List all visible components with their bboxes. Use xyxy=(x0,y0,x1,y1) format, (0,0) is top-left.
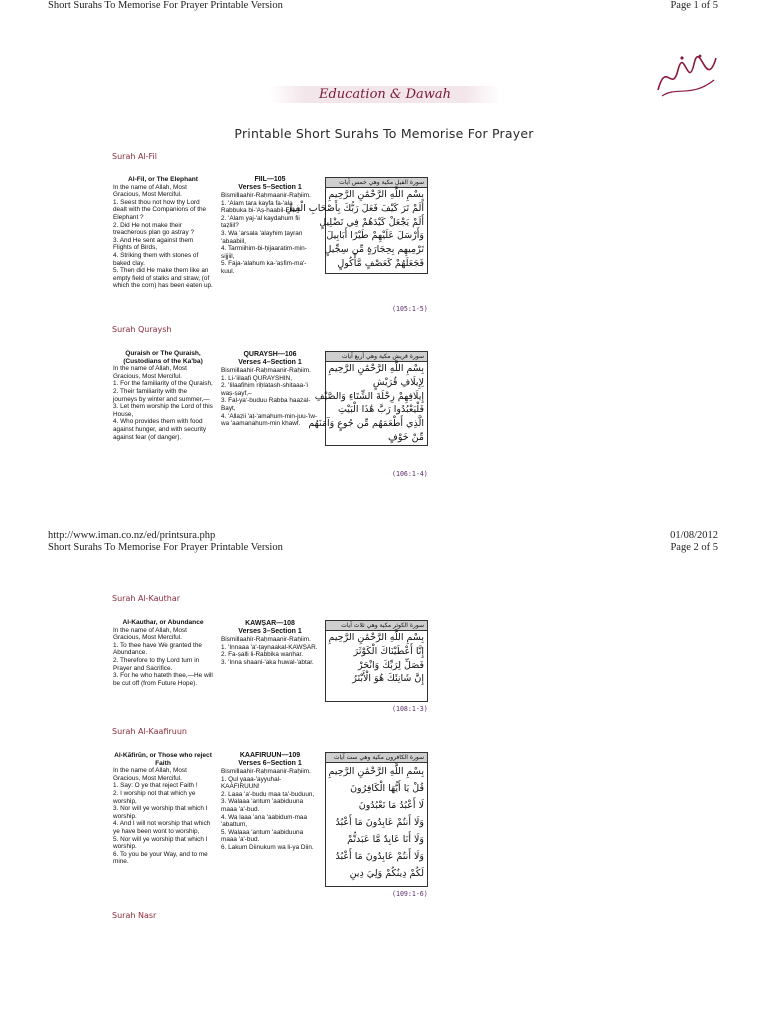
transliteration-line: Bismillaahir-Raḥmaanir-Raḥiim. xyxy=(221,636,311,643)
surah-al-kauthar-label: Surah Al-Kauthar xyxy=(112,594,181,603)
english-line: In the name of Allah, Most Gracious, Most Merciful. xyxy=(113,183,187,199)
surah-al-fil-arabic xyxy=(285,177,428,274)
arabic-line: بِسْمِ اللَّهِ الرَّحْمَٰنِ الرَّحِيمِ xyxy=(328,632,424,643)
page-header-title: Short Surahs To Memorise For Prayer Printable Version xyxy=(48,0,283,11)
english-line: In the name of Allah, Most Gracious, Most Merciful. xyxy=(113,767,187,782)
english-heading: Al-Kauthar, or Abundance xyxy=(122,619,204,626)
transliteration-line: Bismillaahir-Raḥmaanir-Raḥiim. xyxy=(221,192,311,199)
transliteration-subheading: Verses 5–Section 1 xyxy=(238,184,302,191)
transliteration-subheading: Verses 6–Section 1 xyxy=(238,760,302,767)
surah-quraysh-arabic xyxy=(308,351,428,446)
english-line: 1. Seest thou not how thy Lord dealt with the Companions of the Elephant ? xyxy=(113,198,207,221)
page-url[interactable]: http://www.iman.co.nz/ed/printsura.php xyxy=(48,530,216,541)
transliteration-line: 2. 'Iilaafihim riḥlatash-shitaaa-'i waṣ-ṣayf,– xyxy=(221,382,308,397)
arabic-line: بِسْمِ اللَّهِ الرَّحْمَٰنِ الرَّحِيمِ xyxy=(328,766,424,777)
surah-al-kaafiruun-transliteration xyxy=(221,752,319,852)
english-line: 5. Nor will ye worship that which I worship. xyxy=(113,835,208,851)
english-heading: Quraish or The Quraish, (Custodians of the Ka'ba) xyxy=(123,350,203,365)
surah-quraysh-english xyxy=(113,350,213,441)
verse-reference: (108:1-3) xyxy=(392,705,428,713)
arabic-line: وَلَا أَنتُمْ عَابِدُونَ مَا أَعْبُدُ xyxy=(335,817,424,828)
transliteration-line: 3. Walaaa 'antum 'aabiduuna maaa 'a'-bud. xyxy=(221,798,304,813)
english-line: 2. I worship not that which ye worship, xyxy=(113,789,196,805)
verse-reference: (105:1-5) xyxy=(392,305,428,313)
english-heading: Al-Kāfirūn, or Those who reject Faith xyxy=(114,752,212,767)
arabic-line: إِيلَافِهِمْ رِحْلَةَ الشِّتَاءِ وَالصَّيْفِ xyxy=(314,390,424,402)
arabic-line: لَكُمْ دِينُكُمْ وَلِيَ دِينِ xyxy=(349,868,424,879)
surah-al-kauthar-arabic xyxy=(325,620,428,702)
transliteration-heading: QURAYSH—106 xyxy=(243,351,297,358)
english-line: In the name of Allah, Most Gracious, Most Merciful. xyxy=(113,626,187,642)
arabic-line: أَلَمْ تَرَ كَيْفَ فَعَلَ رَبُّكَ بِأَصْحَابِ الْفِيلِ xyxy=(285,202,424,214)
transliteration-line: 2. Fa-ṣalli li-Rabbika wanhar. xyxy=(221,651,304,659)
page-number: Page 1 of 5 xyxy=(670,0,718,11)
arabic-line: أَلَمْ يَجْعَلْ كَيْدَهُمْ فِي تَضْلِيلٍ xyxy=(319,216,424,228)
arabic-line: فَلْيَعْبُدُوا رَبَّ هَٰذَا الْبَيْتِ xyxy=(337,404,424,416)
english-line: In the name of Allah, Most Gracious, Most Merciful. xyxy=(113,365,187,380)
arabic-header: سورة الكافرون مكية وهي ست آيات xyxy=(326,753,427,763)
arabic-line: فَصَلِّ لِرَبِّكَ وَانْحَرْ xyxy=(357,659,424,671)
arabic-line: وَأَرْسَلَ عَلَيْهِمْ طَيْرًا أَبَابِيلَ xyxy=(326,230,424,242)
arabic-line: بِسْمِ اللَّهِ الرَّحْمَٰنِ الرَّحِيمِ xyxy=(328,189,424,200)
surah-al-fil-transliteration xyxy=(221,176,319,276)
english-line: 4. Striking them with stones of baked clay. xyxy=(113,251,199,267)
page-title: Printable Short Surahs To Memorise For Prayer xyxy=(234,126,534,141)
transliteration-subheading: Verses 4–Section 1 xyxy=(238,359,302,366)
transliteration-subheading: Verses 3–Section 1 xyxy=(238,628,302,635)
arabic-header: سورة قريش مكية وهي أربع آيات xyxy=(326,352,427,362)
transliteration-heading: KAAFIRUUN—109 xyxy=(239,752,301,759)
transliteration-line: Bismillaahir-Raḥmaanir-Raḥiim. xyxy=(221,367,311,374)
arabic-header: سورة الكوثر مكية وهي ثلاث آيات xyxy=(326,621,427,631)
education-dawah-banner: Education & Dawah xyxy=(270,86,500,103)
verse-reference: (109:1-6) xyxy=(392,890,428,898)
arabic-line: الَّذِي أَطْعَمَهُم مِّن جُوعٍ وَآمَنَهُم xyxy=(308,418,424,430)
english-line: 3. Let them worship the Lord of this House, xyxy=(113,403,213,418)
surah-al-fil-label: Surah Al-Fil xyxy=(112,152,157,161)
english-line: 1. For the familiarity of the Quraish, xyxy=(113,380,213,388)
transliteration-line: 5. Walaaa 'antum 'aabiduuna maaa 'a'-bud. xyxy=(221,828,304,844)
surah-al-kaafiruun-label: Surah Al-Kaafiruun xyxy=(112,727,187,736)
english-line: 4. Who provides them with food against hunger, and with security against fear (of danger). xyxy=(113,418,207,441)
english-line: 3. Nor will ye worship that which I worship. xyxy=(113,805,208,820)
english-line: 2. Their familiarity with the journeys by winter and summer,— xyxy=(113,387,210,403)
transliteration-line: 5. Faja-'alahum ka-'aṣfim-ma'-kuul. xyxy=(221,260,307,275)
surah-al-kaafiruun-arabic xyxy=(325,752,428,887)
transliteration-line: 1. 'Alam tara kayfa fa-'ala Rabbuka bi-'Aṣ-haabil-FIIL? xyxy=(221,199,301,215)
english-line: 3. For he who hateth thee,—He will be cut off (from Future Hope). xyxy=(113,672,213,687)
transliteration-line: 4. Tarmiihim-bi-ḥijaaratim-min-sijjiil, xyxy=(221,245,307,260)
arabic-header: سورة الفيل مكية وهي خمس آيات xyxy=(326,178,427,188)
english-line: 1. To thee have We granted the Abundance. xyxy=(113,641,202,657)
arabic-line: إِنَّ شَانِئَكَ هُوَ الْأَبْتَرُ xyxy=(352,673,424,685)
arabic-line: وَلَا أَنَا عَابِدٌ مَّا عَبَدتُّمْ xyxy=(347,834,424,845)
transliteration-line: 1. Li-'iilaafi QURAYSHIN, xyxy=(221,374,293,382)
transliteration-line: 4. Wa laaa 'ana 'aabidum-maa 'abattum, xyxy=(221,813,308,829)
transliteration-line: Bismillaahir-Raḥmaanir-Raḥiim. xyxy=(221,768,311,775)
arabic-line: قُلْ يَا أَيُّهَا الْكَافِرُونَ xyxy=(350,783,424,794)
surah-nasr-label: Surah Nasr xyxy=(112,911,157,920)
transliteration-line: 3. 'Inna shaani-'aka huwal-'abtar. xyxy=(221,658,314,666)
surah-al-fil-english xyxy=(113,176,213,290)
surah-quraysh-transliteration xyxy=(221,351,319,428)
arabic-line: بِسْمِ اللَّهِ الرَّحْمَٰنِ الرَّحِيمِ xyxy=(328,363,424,374)
transliteration-line: 3. Wa 'arsala 'alayhim ṭayran 'abaabiil, xyxy=(221,229,303,245)
transliteration-line: 2. 'Alam yaj-'al kaydahum fii taẓliil? xyxy=(221,214,300,230)
arabic-line: إِنَّا أَعْطَيْنَاكَ الْكَوْثَرَ xyxy=(353,645,424,657)
bismillah-logo xyxy=(652,50,722,100)
arabic-line: لَا أَعْبُدُ مَا تَعْبُدُونَ xyxy=(358,800,424,811)
surah-quraysh-label: Surah Quraysh xyxy=(112,325,172,334)
page-header-title: Short Surahs To Memorise For Prayer Printable Version xyxy=(48,542,283,553)
transliteration-heading: FIIL—105 xyxy=(254,176,286,183)
english-line: 1. Say: O ye that reject Faith ! xyxy=(113,782,198,790)
arabic-line: تَرْمِيهِم بِحِجَارَةٍ مِّن سِجِّيلٍ xyxy=(324,244,424,256)
transliteration-heading: KAWṢAR—108 xyxy=(245,620,295,627)
transliteration-line: 1. Qul yaaa-'ayyuhal-KAAFIRUUN! xyxy=(221,775,282,791)
english-line: 2. Therefore to thy Lord turn in Prayer and Sacrifice. xyxy=(113,656,200,672)
english-line: 4. And I will not worship that which ye have been wont to worship, xyxy=(113,820,211,835)
transliteration-line: 6. Lakum Diinukum wa li-ya Diin. xyxy=(221,843,314,851)
surah-al-kauthar-english xyxy=(113,619,213,687)
arabic-line: مِّنْ خَوْفٍ xyxy=(388,431,424,443)
transliteration-line: 2. Laaa 'a'-budu maa ta'-buduun, xyxy=(221,790,315,798)
surah-al-kaafiruun-english xyxy=(113,752,213,866)
english-line: 2. Did He not make their treacherous plan go astray ? xyxy=(113,221,194,237)
english-line: 6. To you be your Way, and to me mine. xyxy=(113,850,208,866)
english-line: 5. Then did He make them like an empty field of stalks and straw, (of which the corn) has been eaten up. xyxy=(113,267,213,290)
arabic-line: لِإِيلَافِ قُرَيْشٍ xyxy=(372,376,424,388)
english-line: 3. And He sent against them Flights of Birds, xyxy=(113,236,194,252)
english-heading: Al-Fil, or The Elephant xyxy=(128,176,198,183)
transliteration-line: 3. Fal-ya'-buduu Rabba haazal-Bayt, xyxy=(221,397,311,412)
print-date: 01/08/2012 xyxy=(670,530,718,541)
surah-al-kauthar-transliteration xyxy=(221,620,319,666)
page-number: Page 2 of 5 xyxy=(670,542,718,553)
verse-reference: (106:1-4) xyxy=(392,470,428,478)
transliteration-line: 4. 'Allaẓii 'aṭ-'amahum-min-juu-'iw-wa 'aamanahum-min khawf. xyxy=(221,412,318,428)
transliteration-line: 1. 'Innaaa 'a'-ṭaynaakal-KAWṢAR. xyxy=(221,643,318,651)
arabic-line: وَلَا أَنتُمْ عَابِدُونَ مَا أَعْبُدُ xyxy=(335,851,424,862)
arabic-line: فَجَعَلَهُمْ كَعَصْفٍ مَّأْكُولٍ xyxy=(337,257,424,269)
